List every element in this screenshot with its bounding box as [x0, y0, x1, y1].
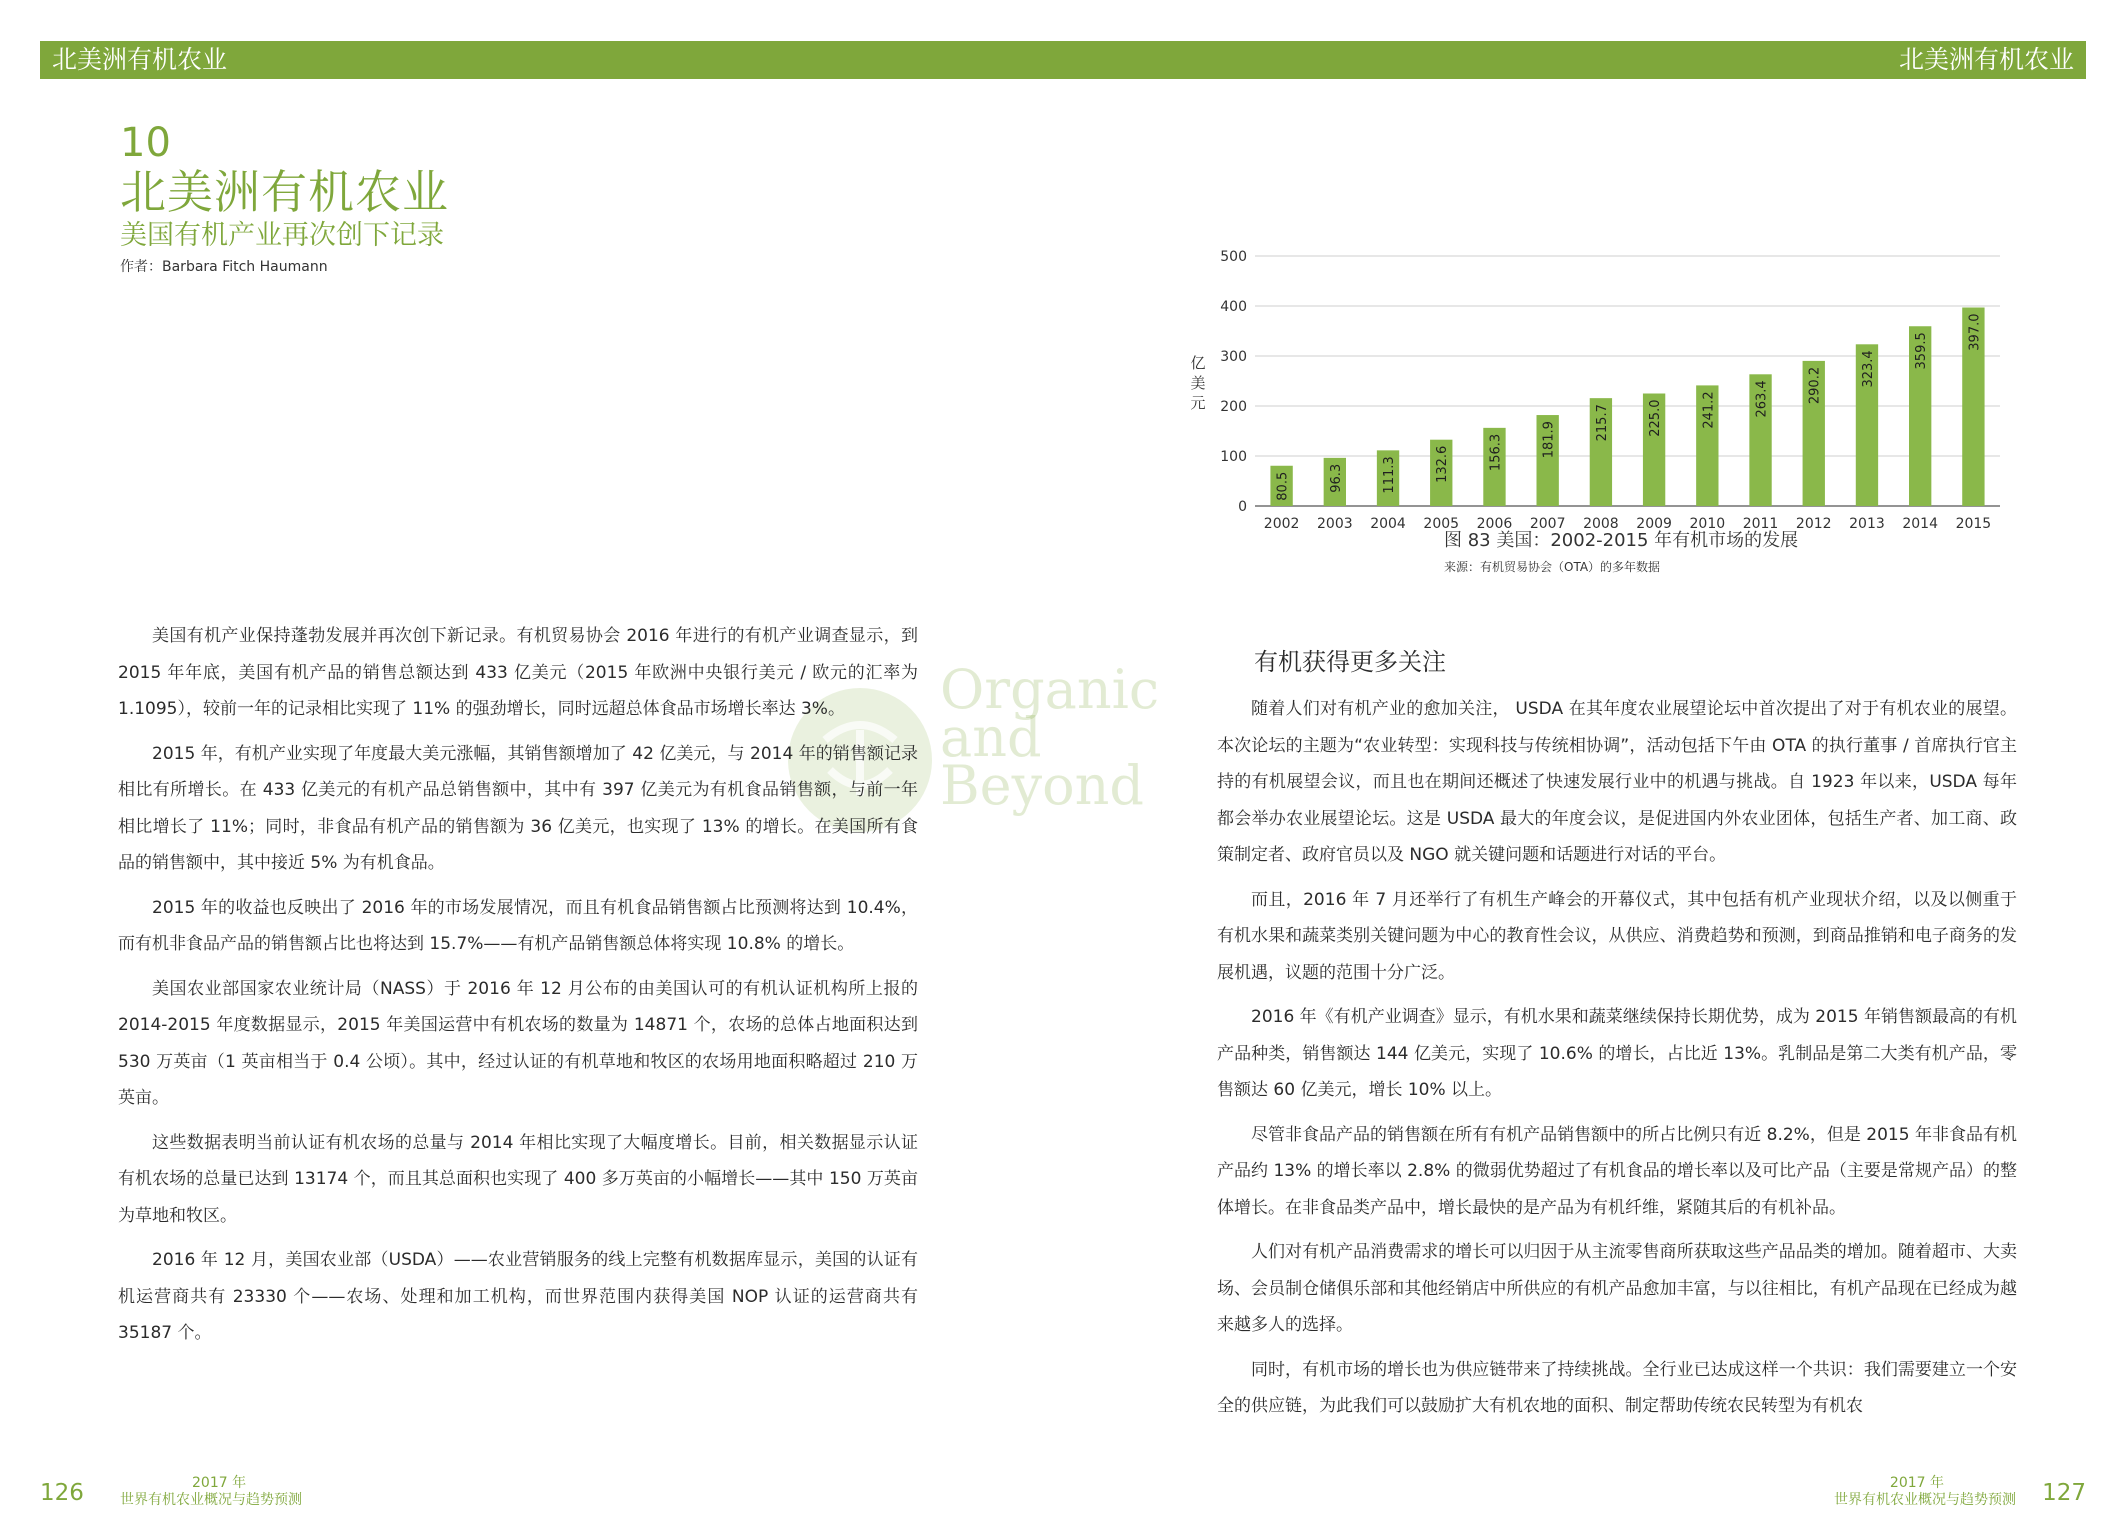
x-tick-label: 2008 — [1583, 516, 1619, 530]
figure-caption: 图 83 美国：2002-2015 年有机市场的发展 — [1444, 530, 1799, 551]
bar-value-label: 156.3 — [1488, 433, 1504, 472]
x-tick-label: 2002 — [1263, 516, 1300, 530]
bar-value-label: 225.0 — [1648, 399, 1664, 437]
footer-right — [1834, 1475, 2016, 1509]
paragraph: 美国有机产业保持蓬勃发展并再次创下新记录。有机贸易协会 2016 年进行的有机产业调查显示，到 2015 年年底，美国有机产品的销售总额达到 433 亿美元（2015 年欧洲中央银行美元 / 欧元的汇率为 1.1095），较前一年的记录相比实现了 11% 的强劲增长，同时远超总体食品市场增长率达 3%。 — [118, 626, 918, 719]
page-number-left: 126 — [40, 1480, 84, 1506]
author-line: 作者：Barbara Fitch Haumann — [120, 259, 328, 275]
y-axis-label: 元 — [1190, 394, 1206, 412]
bar-chart-svg — [1180, 240, 2020, 530]
paragraph: 这些数据表明当前认证有机农场的总量与 2014 年相比实现了大幅度增长。目前，相关数据显示认证有机农场的总量已达到 13174 个，而且其总面积也实现了 400 多万英亩的小幅增长——其中 150 万英亩为草地和牧区。 — [118, 1132, 918, 1226]
footer-year: 2017 年 — [1889, 1475, 1944, 1491]
bar-value-label: 215.7 — [1594, 404, 1610, 442]
watermark-line-2: and — [940, 706, 1042, 769]
y-axis-label: 美 — [1190, 374, 1206, 392]
page-number-right: 127 — [2042, 1480, 2086, 1506]
footer-left — [120, 1475, 302, 1509]
paragraph: 2015 年，有机产业实现了年度最大美元涨幅，其销售额增加了 42 亿美元，与 2014 年的销售额记录相比有所增长。在 433 亿美元的有机产品总销售额中，其中有 397 亿美元为有机食品销售额，与前一年相比增长了 11%；同时，非食品有机产品的销售额为 36 亿美元，也实现了 13% 的增长。在美国所有食品的销售额中，其中接近 5% 为有机食品。 — [118, 743, 918, 873]
bar-value-label: 111.3 — [1382, 456, 1398, 494]
chapter-number: 10 — [120, 120, 171, 166]
x-tick-label: 2005 — [1423, 516, 1460, 530]
bar-value-label: 241.2 — [1701, 391, 1717, 429]
watermark-line-3: Beyond — [940, 754, 1145, 817]
paragraph: 而且，2016 年 7 月还举行了有机生产峰会的开幕仪式，其中包括有机产业现状介绍，以及以侧重于有机水果和蔬菜类别关键问题为中心的教育性会议，从供应、消费趋势和预测，到商品推销和电子商务的发展机遇，议题的范围十分广泛。 — [1217, 889, 2017, 983]
section-heading: 有机获得更多关注 — [1254, 648, 1446, 676]
x-tick-label: 2011 — [1742, 516, 1779, 530]
footer-book-title: 世界有机农业概况与趋势预测 — [120, 1492, 302, 1508]
x-tick-label: 2015 — [1955, 516, 1992, 530]
x-tick-label: 2012 — [1795, 516, 1832, 530]
y-tick-label: 200 — [1220, 399, 1247, 415]
bar-value-label: 323.4 — [1860, 350, 1876, 388]
paragraph: 尽管非食品产品的销售额在所有有机产品销售额中的所占比例只有近 8.2%，但是 2015 年非食品有机产品约 13% 的增长率以 2.8% 的微弱优势超过了有机食品的增长率以及可比产品（主要是常规产品）的整体增长。在非食品类产品中，增长最快的是产品为有机纤维，紧随其后的有机补品。 — [1217, 1124, 2017, 1218]
paragraph: 美国农业部国家农业统计局（NASS）于 2016 年 12 月公布的由美国认可的有机认证机构所上报的 2014-2015 年度数据显示，2015 年美国运营中有机农场的数量为 14871 个，农场的总体占地面积达到 530 万英亩（1 英亩相当于 0.4 公顷）。其中，经过认证的有机草地和牧区的农场用地面积略超过 210 万英亩。 — [118, 978, 918, 1108]
chapter-title: 北美洲有机农业 — [120, 165, 449, 219]
x-tick-label: 2013 — [1849, 516, 1885, 530]
x-tick-label: 2006 — [1476, 516, 1513, 530]
bar-value-label: 359.5 — [1914, 332, 1930, 370]
left-column-text — [118, 618, 918, 1360]
x-tick-label: 2003 — [1317, 516, 1353, 530]
bar-value-label: 397.0 — [1967, 313, 1983, 351]
bar-value-label: 290.2 — [1807, 366, 1823, 405]
header-right-title: 北美洲有机农业 — [1898, 45, 2074, 74]
x-tick-label: 2010 — [1689, 516, 1726, 530]
footer-year: 2017 年 — [192, 1475, 247, 1491]
paragraph: 2015 年的收益也反映出了 2016 年的市场发展情况，而且有机食品销售额占比预测将达到 10.4%，而有机非食品产品的销售额占比也将达到 15.7%——有机产品销售额总体将实现 10.8% 的增长。 — [118, 897, 918, 954]
footer-book-title: 世界有机农业概况与趋势预测 — [1834, 1492, 2016, 1508]
y-tick-label: 300 — [1220, 349, 1247, 365]
figure-source: 来源：有机贸易协会（OTA）的多年数据 — [1444, 560, 1661, 574]
paragraph: 人们对有机产品消费需求的增长可以归因于从主流零售商所获取这些产品品类的增加。随着超市、大卖场、会员制仓储俱乐部和其他经销店中所供应的有机产品愈加丰富，与以往相比，有机产品现在已经成为越来越多人的选择。 — [1217, 1242, 2017, 1335]
x-tick-label: 2014 — [1902, 516, 1938, 530]
y-axis-label: 亿 — [1190, 354, 1206, 372]
bar-value-label: 181.9 — [1541, 421, 1557, 459]
y-tick-label: 0 — [1238, 499, 1247, 515]
paragraph: 随着人们对有机产业的愈加关注， USDA 在其年度农业展望论坛中首次提出了对于有机农业的展望。本次论坛的主题为“农业转型：实现科技与传统相协调”，活动包括下午由 OTA 的执行董事 / 首席执行官主持的有机展望会议，而且也在期间还概述了快速发展行业中的机遇与挑战。自 1923 年以来，USDA 每年都会举办农业展望论坛。这是 USDA 最大的年度会议，是促进国内外农业团体，包括生产者、加工商、政策制定者、政府官员以及 NGO 就关键问题和话题进行对话的平台。 — [1217, 699, 2017, 865]
x-tick-label: 2009 — [1636, 516, 1672, 530]
paragraph: 2016 年 12 月，美国农业部（USDA）——农业营销服务的线上完整有机数据库显示，美国的认证有机运营商共有 23330 个——农场、处理和加工机构，而世界范围内获得美国 NOP 认证的运营商共有 35187 个。 — [118, 1250, 918, 1343]
y-tick-label: 100 — [1220, 449, 1247, 465]
paragraph: 同时，有机市场的增长也为供应链带来了持续挑战。全行业已达成这样一个共识：我们需要建立一个安全的供应链，为此我们可以鼓励扩大有机农地的面积、制定帮助传统农民转型为有机农 — [1217, 1359, 2017, 1416]
header-left-title: 北美洲有机农业 — [52, 45, 228, 74]
chapter-subtitle: 美国有机产业再次创下记录 — [120, 220, 444, 251]
y-tick-label: 500 — [1220, 249, 1247, 265]
bar-value-label: 80.5 — [1275, 471, 1291, 501]
y-tick-label: 400 — [1220, 299, 1247, 315]
bar-value-label: 96.3 — [1328, 463, 1344, 493]
x-tick-label: 2004 — [1370, 516, 1406, 530]
watermark-line-1: Organic — [940, 658, 1160, 721]
header-bar — [40, 41, 2086, 79]
paragraph: 2016 年《有机产业调查》显示，有机水果和蔬菜继续保持长期优势，成为 2015 年销售额最高的有机产品种类，销售额达 144 亿美元，实现了 10.6% 的增长，占比近 13%。乳制品是第二大类有机产品，零售额达 60 亿美元，增长 10% 以上。 — [1217, 1007, 2017, 1100]
bar-value-label: 132.6 — [1435, 445, 1451, 483]
bar-value-label: 263.4 — [1754, 380, 1770, 418]
right-column-text — [1217, 691, 2017, 1433]
x-tick-label: 2007 — [1529, 516, 1566, 530]
